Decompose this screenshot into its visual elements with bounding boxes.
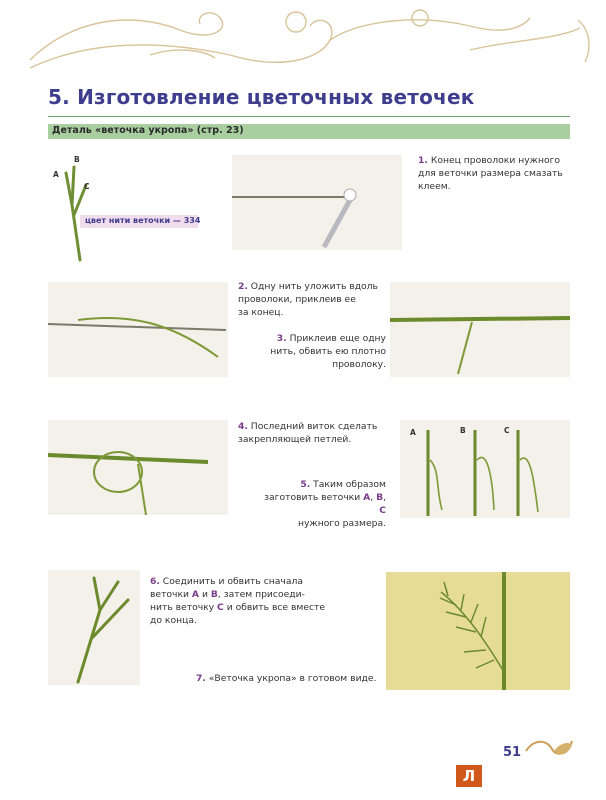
step-1-line-1: Конец проволоки нужного [430,155,561,166]
photo-step-2 [48,282,228,377]
step-5-text [256,478,386,530]
step-5-line-1: Таким образом [310,479,386,490]
photo-step-6 [48,570,140,685]
page-number: 51 [503,745,522,760]
step-3-number: 3. [276,333,287,344]
step-3-line-2: нить, обвить ею плотно [270,346,386,357]
step-6-text [150,575,325,627]
step-1-line-3: клеем. [418,181,451,192]
step-5-c: C [379,505,386,516]
step-1-number: 1. [418,155,428,166]
step-7-number: 7. [196,673,206,684]
step-4-number: 4. [238,421,248,432]
step-6-line-1: Соединить и обвить сначала [159,576,303,587]
step-6-c: C [217,602,224,613]
diagram-label-c: C [84,182,90,191]
photo-step-1 [232,155,402,250]
step-4-line-2: закрепляющей петлей. [238,434,352,445]
section-band [48,124,570,139]
publisher-logo: Л [456,765,482,787]
photo-step-7 [386,572,570,690]
photo-step-4 [48,420,228,515]
step-5-sep-2: , [383,492,386,503]
step-5-line-3: нужного размера. [297,518,386,529]
title-divider [48,116,570,117]
step-5-a: A [363,492,371,503]
step-5-sep-1: , [370,492,377,503]
diagram-label-b: B [74,155,80,164]
photo-label-a: A [410,428,416,437]
step-5-line-2: заготовить веточки [264,492,364,503]
photo-step-3 [390,282,570,377]
photo-label-c: C [504,426,510,435]
step-2-line-2: проволоки, приклеив ее [238,294,356,305]
photo-step-5 [400,420,570,518]
step-2-text [238,280,378,319]
step-3-line-1: Приклеив еще одну [286,333,386,344]
step-6-line-4: до конца. [150,615,197,626]
step-6-b: B [210,589,218,600]
step-3-text [266,332,386,371]
thread-color-tag [80,215,201,228]
step-4-text [238,420,377,446]
section-band-text: Деталь «веточка укропа» (стр. 23) [52,125,244,136]
step-1-line-2: для веточки размера смазать [418,168,563,179]
sprig-diagram [52,155,112,265]
thread-color-text: цвет нити веточки — 334 [85,216,201,225]
step-6-line-3: нить веточку [150,602,218,613]
step-6-number: 6. [150,576,160,587]
step-5-b: B [376,492,384,503]
step-6-a: A [191,589,200,600]
step-4-line-1: Последний виток сделать [247,421,378,432]
step-6-and: и [199,589,211,600]
step-3-line-3: проволоку. [332,359,386,370]
step-5-number: 5. [300,479,311,490]
step-7-text [196,672,376,685]
footer-flourish [524,735,574,761]
page-title: 5. Изготовление цветочных веточек [48,85,475,109]
step-6-line-2: веточки [150,589,192,600]
photo-label-b: B [460,426,466,435]
step-6-line-2-end: , затем присоеди- [217,589,305,600]
diagram-label-a: A [53,170,59,179]
step-2-line-3: за конец. [238,307,284,318]
step-7-line: «Веточка укропа» в готовом виде. [205,673,377,684]
step-2-line-1: Одну нить уложить вдоль [247,281,378,292]
header-ornament [0,0,606,80]
step-6-line-3-end: и обвить все вместе [223,602,326,613]
step-1-text [418,154,563,193]
step-2-number: 2. [238,281,248,292]
